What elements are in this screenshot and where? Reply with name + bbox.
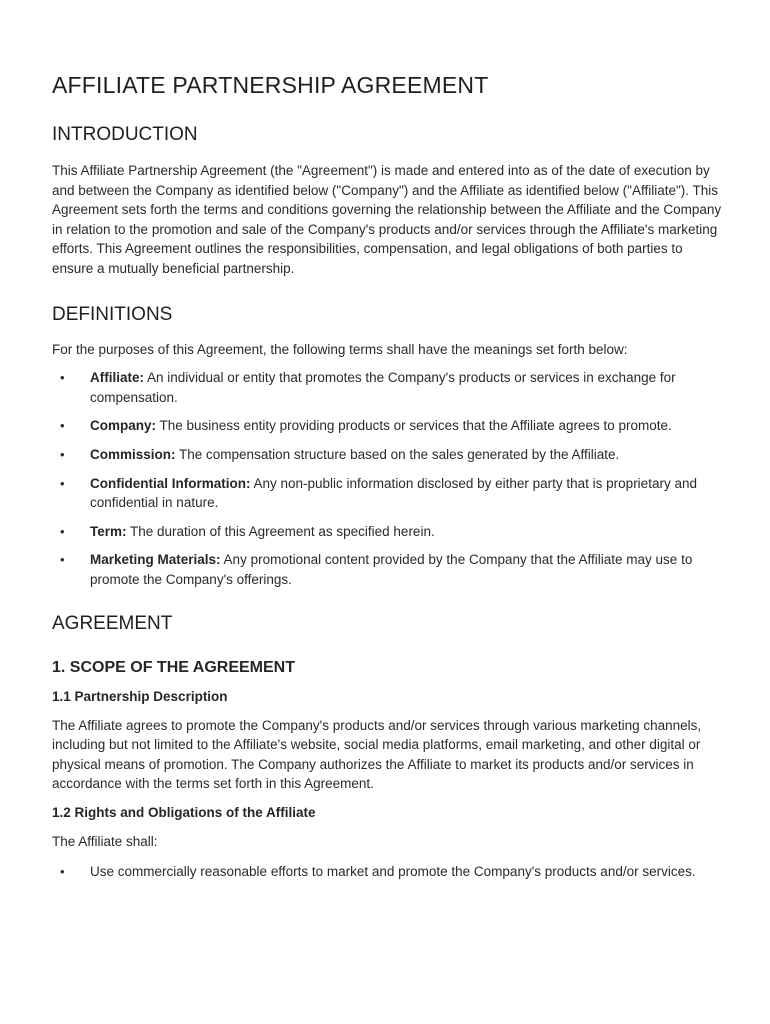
bullet-icon: • [60, 552, 65, 568]
definition-text: The business entity providing products or services that the Affiliate agrees to promote. [156, 418, 672, 434]
bullet-icon: • [60, 418, 65, 434]
document-title: AFFILIATE PARTNERSHIP AGREEMENT [52, 72, 489, 98]
definition-item-company [52, 416, 722, 436]
definition-text: An individual or entity that promotes the Company's products or services in exchange for compensation. [90, 370, 676, 405]
definition-item-commission [52, 445, 722, 465]
document-content [52, 70, 722, 882]
introduction-heading: INTRODUCTION [52, 124, 198, 145]
definition-item-affiliate [52, 368, 722, 407]
section-1-2-heading: 1.2 Rights and Obligations of the Affiliate [52, 804, 316, 820]
bullet-icon: • [60, 446, 65, 462]
affiliate-obligations-list [52, 862, 722, 882]
definition-item-confidential-information [52, 474, 722, 513]
introduction-paragraph: This Affiliate Partnership Agreement (the "Agreement") is made and entered into as of the date of execution by and between the Company as identified below ("Company") and the Affiliate as identified below ("Affiliate"). This Agreement sets forth the terms and conditions governing the relationship between the Affiliate and the Company in relation to the promotion and sale of the Company's products and/or services through the Affiliate's marketing efforts. This Agreement outlines the responsibilities, compensation, and legal obligations of both parties to ensure a mutually beneficial partnership. [52, 163, 722, 276]
definition-term: Marketing Materials: [90, 552, 221, 568]
definition-text: Any non-public information disclosed by either party that is proprietary and confidential in nature. [90, 475, 697, 511]
definitions-intro: For the purposes of this Agreement, the following terms shall have the meanings set forth below: [52, 341, 628, 357]
obligation-item [52, 862, 722, 882]
definition-item-marketing-materials [52, 550, 722, 589]
definition-text: The compensation structure based on the sales generated by the Affiliate. [175, 446, 620, 462]
definition-term: Confidential Information: [90, 475, 251, 491]
definitions-heading: DEFINITIONS [52, 303, 173, 325]
definition-text: The duration of this Agreement as specified herein. [126, 523, 435, 539]
definition-term: Company: [90, 418, 157, 434]
definition-text: Any promotional content provided by the Company that the Affiliate may use to promote the Company's offerings. [90, 552, 693, 587]
section-1-heading: 1. SCOPE OF THE AGREEMENT [52, 658, 295, 676]
bullet-icon: • [60, 864, 65, 880]
definition-item-term [52, 522, 722, 542]
definitions-list [52, 368, 722, 589]
section-1-1-heading: 1.1 Partnership Description [52, 688, 228, 704]
section-1-2-intro: The Affiliate shall: [52, 833, 158, 849]
section-1-1-paragraph: The Affiliate agrees to promote the Company's products and/or services through various marketing channels, including but not limited to the Affiliate's website, social media platforms, email marketing, and other digital or physical means of promotion. The Company authorizes the Affiliate to market its products and/or services in accordance with the terms set forth in this Agreement. [52, 717, 702, 792]
bullet-icon: • [60, 370, 65, 386]
bullet-icon: • [60, 523, 65, 539]
bullet-icon: • [60, 475, 65, 491]
agreement-heading: AGREEMENT [52, 612, 173, 634]
definition-term: Affiliate: [90, 370, 144, 386]
definition-term: Term: [90, 523, 127, 539]
obligation-text: Use commercially reasonable efforts to market and promote the Company's products and/or services. [90, 864, 696, 880]
definition-term: Commission: [90, 446, 176, 462]
